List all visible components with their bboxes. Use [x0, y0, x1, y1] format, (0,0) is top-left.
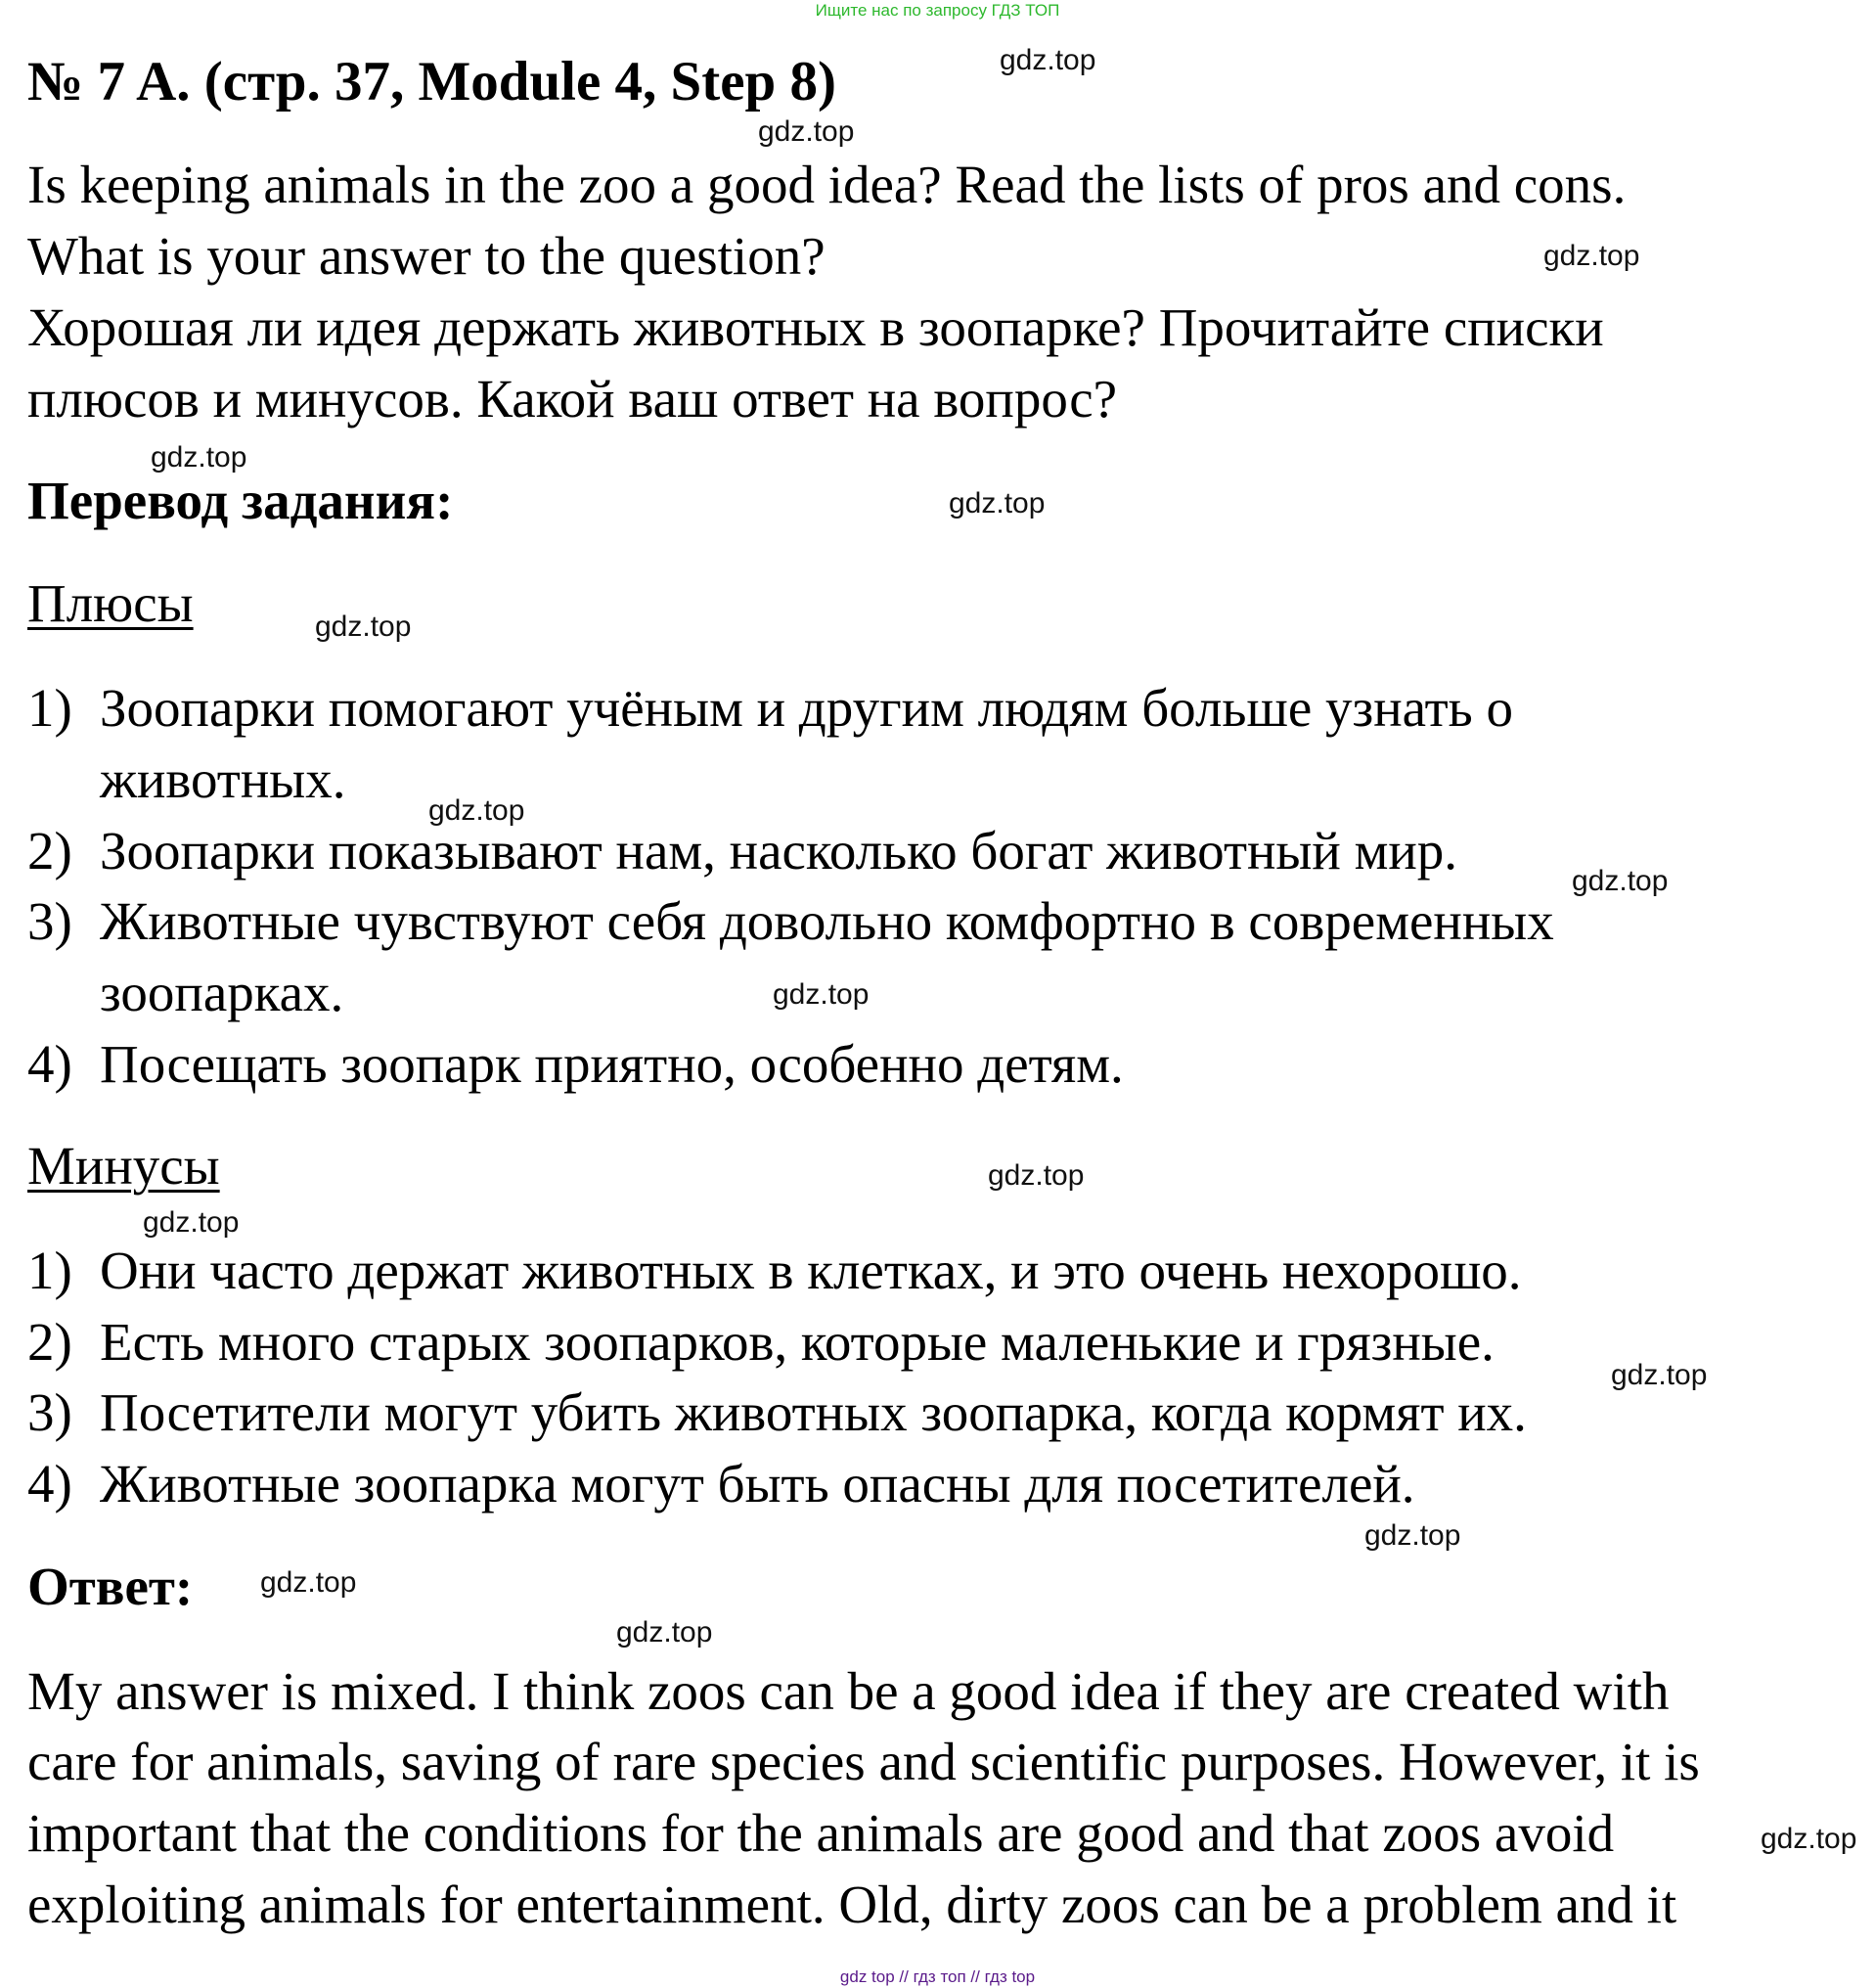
pros-item-2-number: 2)	[27, 821, 72, 881]
watermark: gdz.top	[1364, 1519, 1461, 1552]
cons-item-4-number: 4)	[27, 1454, 72, 1514]
cons-item-1-line-1: Они часто держат животных в клетках, и это очень нехорошо.	[100, 1241, 1522, 1300]
top-banner: Ищите нас по запросу ГДЗ ТОП	[815, 1, 1060, 20]
pros-item-3-number: 3)	[27, 891, 72, 951]
watermark: gdz.top	[143, 1206, 240, 1239]
watermark: gdz.top	[1761, 1823, 1857, 1855]
task-line-3: Хорошая ли идея держать животных в зоопарке? Прочитайте списки	[27, 297, 1604, 357]
cons-item-1-number: 1)	[27, 1241, 72, 1300]
watermark: gdz.top	[758, 115, 855, 148]
watermark: gdz.top	[151, 441, 247, 474]
pros-item-1-line-1: Зоопарки помогают учёным и другим людям больше узнать о	[100, 678, 1514, 738]
pros-heading: Плюсы	[27, 573, 194, 633]
pros-item-3-line-2: зоопарках.	[100, 963, 344, 1022]
pros-item-1-number: 1)	[27, 678, 72, 738]
watermark: gdz.top	[616, 1616, 713, 1649]
answer-line-1: My answer is mixed. I think zoos can be a good idea if they are created with	[27, 1661, 1670, 1721]
cons-item-3-line-1: Посетители могут убить животных зоопарка, когда кормят их.	[100, 1382, 1527, 1442]
watermark: gdz.top	[1611, 1359, 1708, 1391]
answer-line-3: important that the conditions for the animals are good and that zoos avoid	[27, 1803, 1615, 1863]
cons-item-3-number: 3)	[27, 1382, 72, 1442]
watermark: gdz.top	[1000, 44, 1096, 76]
task-line-4: плюсов и минусов. Какой ваш ответ на вопрос?	[27, 369, 1118, 429]
pros-item-2-line-1: Зоопарки показывают нам, насколько богат животный мир.	[100, 821, 1458, 881]
cons-item-4-line-1: Животные зоопарка могут быть опасны для посетителей.	[100, 1454, 1415, 1514]
bottom-banner: gdz top // гдз топ // гдз top	[839, 1967, 1036, 1986]
pros-item-4-number: 4)	[27, 1034, 72, 1094]
answer-line-2: care for animals, saving of rare species and scientific purposes. However, it is	[27, 1732, 1700, 1791]
watermark: gdz.top	[315, 610, 412, 643]
watermark: gdz.top	[260, 1566, 357, 1599]
cons-item-2-line-1: Есть много старых зоопарков, которые маленькие и грязные.	[100, 1312, 1495, 1372]
exercise-title: № 7 A. (стр. 37, Module 4, Step 8)	[27, 51, 836, 113]
answer-heading: Ответ:	[27, 1557, 194, 1616]
watermark: gdz.top	[1572, 865, 1669, 897]
watermark: gdz.top	[773, 978, 870, 1011]
task-line-1: Is keeping animals in the zoo a good idea? Read the lists of pros and cons.	[27, 155, 1627, 214]
task-line-2: What is your answer to the question?	[27, 226, 826, 286]
pros-item-3-line-1: Животные чувствуют себя довольно комфортно в современных	[100, 891, 1554, 951]
pros-item-4-line-1: Посещать зоопарк приятно, особенно детям.	[100, 1034, 1124, 1094]
watermark: gdz.top	[949, 487, 1046, 520]
answer-line-4: exploiting animals for entertainment. Old, dirty zoos can be a problem and it	[27, 1875, 1677, 1934]
watermark: gdz.top	[1543, 240, 1640, 272]
watermark: gdz.top	[428, 794, 525, 827]
translation-heading: Перевод задания:	[27, 471, 454, 530]
cons-item-2-number: 2)	[27, 1312, 72, 1372]
pros-item-1-line-2: животных.	[100, 749, 346, 809]
watermark: gdz.top	[988, 1159, 1085, 1192]
cons-heading: Минусы	[27, 1136, 220, 1196]
